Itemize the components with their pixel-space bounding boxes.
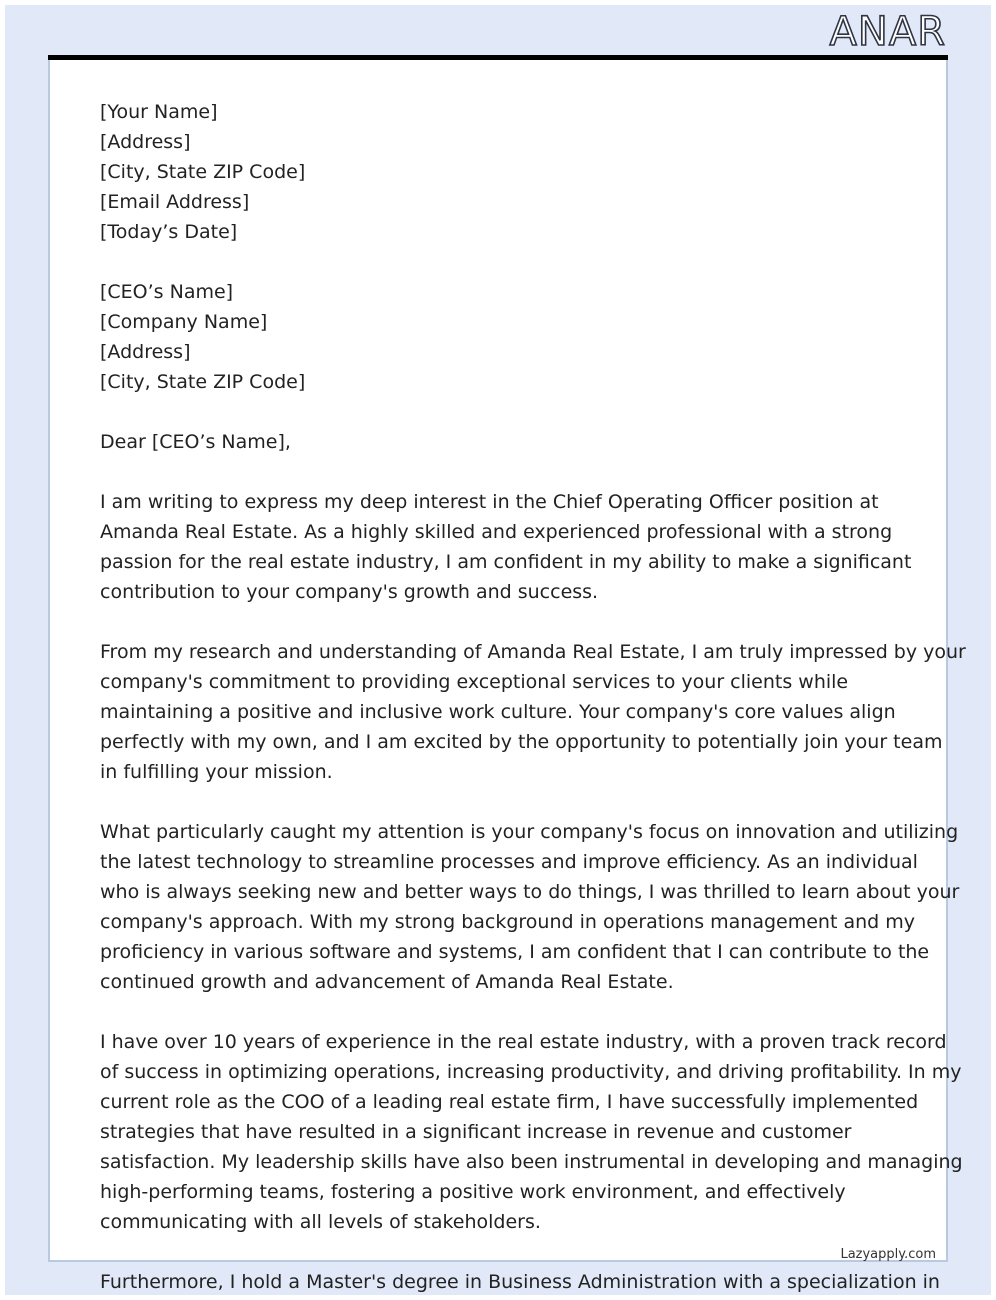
paragraph-1 bbox=[100, 487, 912, 607]
paragraph-line: What particularly caught my attention is your company's focus on innovation and utilizing bbox=[100, 821, 959, 843]
sender-email: [Email Address] bbox=[100, 191, 250, 213]
paragraph-line: I am writing to express my deep interest in the Chief Operating Officer position at bbox=[100, 491, 879, 513]
sender-city: [City, State ZIP Code] bbox=[100, 161, 306, 183]
paragraph-line: perfectly with my own, and I am excited by the opportunity to potentially join your team bbox=[100, 731, 943, 753]
paragraph-line: From my research and understanding of Amanda Real Estate, I am truly impressed by your bbox=[100, 641, 966, 663]
paragraph-line: maintaining a positive and inclusive work culture. Your company's core values align bbox=[100, 701, 896, 723]
paragraph-line: company's approach. With my strong background in operations management and my bbox=[100, 911, 915, 933]
recipient-address: [Address] bbox=[100, 341, 191, 363]
sender-name: [Your Name] bbox=[100, 101, 218, 123]
paragraph-line: contribution to your company's growth and success. bbox=[100, 581, 599, 603]
paragraph-4 bbox=[100, 1027, 963, 1237]
brand-logo: ANAR bbox=[829, 9, 946, 55]
paragraph-line: who is always seeking new and better ways to do things, I was thrilled to learn about your bbox=[100, 881, 960, 903]
paragraph-2 bbox=[100, 637, 966, 787]
salutation: Dear [CEO’s Name], bbox=[100, 431, 291, 453]
recipient-city: [City, State ZIP Code] bbox=[100, 371, 306, 393]
watermark-text: Lazyapply.com bbox=[840, 1247, 936, 1262]
paragraph-line: the latest technology to streamline processes and improve efficiency. As an individual bbox=[100, 851, 918, 873]
paragraph-line: satisfaction. My leadership skills have also been instrumental in developing and managing bbox=[100, 1151, 963, 1173]
paragraph-line: high-performing teams, fostering a positive work environment, and effectively bbox=[100, 1181, 846, 1203]
paragraph-line: communicating with all levels of stakeholders. bbox=[100, 1211, 541, 1233]
sender-address: [Address] bbox=[100, 131, 191, 153]
recipient-name: [CEO’s Name] bbox=[100, 281, 234, 303]
recipient-company: [Company Name] bbox=[100, 311, 268, 333]
paragraph-line: current role as the COO of a leading real estate firm, I have successfully implemented bbox=[100, 1091, 919, 1113]
paragraph-line: proficiency in various software and systems, I am confident that I can contribute to the bbox=[100, 941, 930, 963]
paragraph-line: I have over 10 years of experience in the real estate industry, with a proven track record bbox=[100, 1031, 947, 1053]
paragraph-line: company's commitment to providing exceptional services to your clients while bbox=[100, 671, 849, 693]
sender-block bbox=[100, 97, 900, 247]
paragraph-line: strategies that have resulted in a significant increase in revenue and customer bbox=[100, 1121, 852, 1143]
paragraph-5-overflow-line: Furthermore, I hold a Master's degree in Business Administration with a specialization in bbox=[100, 1271, 940, 1293]
letter-body bbox=[100, 97, 966, 1237]
paragraph-line: continued growth and advancement of Amanda Real Estate. bbox=[100, 971, 674, 993]
paragraph-line: passion for the real estate industry, I am confident in my ability to make a significant bbox=[100, 551, 912, 573]
recipient-block bbox=[100, 277, 900, 397]
letter-date: [Today’s Date] bbox=[100, 221, 238, 243]
paragraph-line: in fulfilling your mission. bbox=[100, 761, 333, 783]
paragraph-3 bbox=[100, 817, 960, 997]
paragraph-line: of success in optimizing operations, increasing productivity, and driving profitability. In my bbox=[100, 1061, 962, 1083]
paragraph-line: Amanda Real Estate. As a highly skilled and experienced professional with a strong bbox=[100, 521, 893, 543]
